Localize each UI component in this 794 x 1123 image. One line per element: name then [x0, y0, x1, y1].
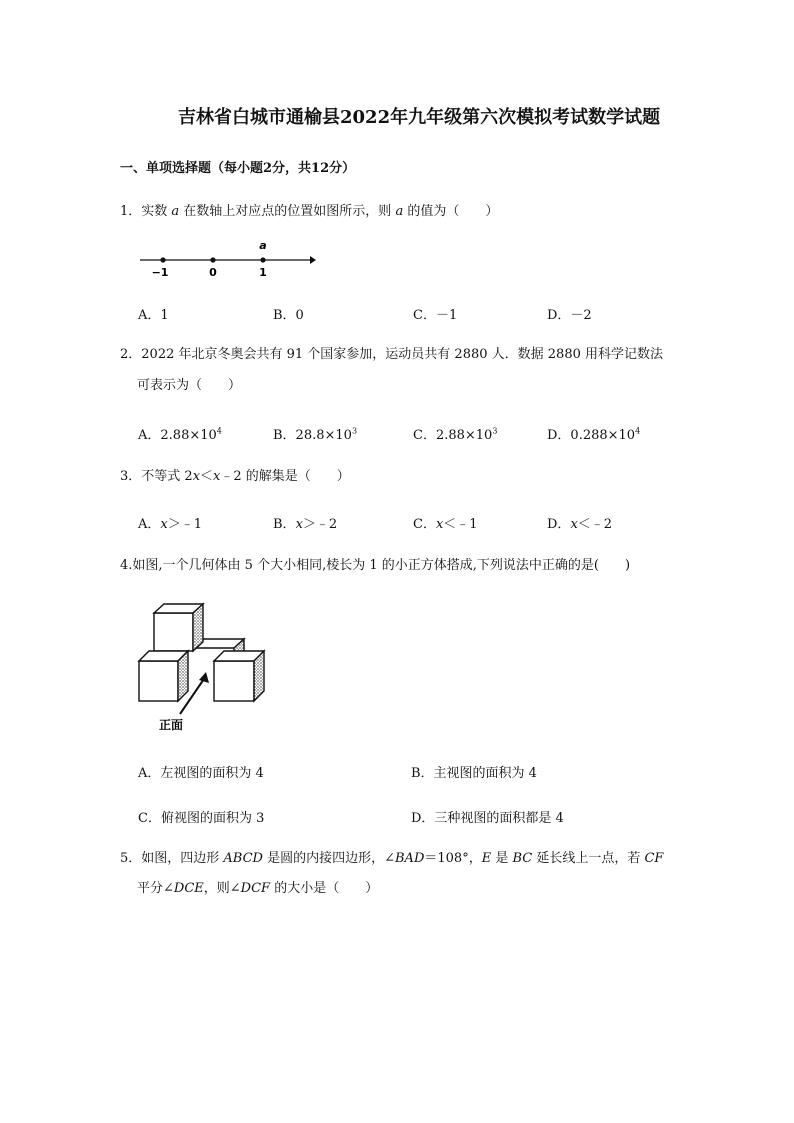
- cube-top: [154, 604, 203, 651]
- q2-option-b-exp: 3: [351, 426, 358, 436]
- q5-cf: CF: [644, 851, 664, 866]
- q1-mid: 在数轴上对应点的位置如图所示，则: [179, 204, 396, 219]
- q3-option-b-rel: ＞﹣2: [302, 517, 338, 532]
- tick-label-minus-1: −1: [151, 266, 169, 279]
- q3-option-a-label: A．: [138, 517, 161, 532]
- question-2-line-1: 2．2022 年北京冬奥会共有 91 个国家参加，运动员共有 2880 人．数据 2880 用科学记数法: [120, 347, 663, 362]
- tick-dot-minus-1: [160, 257, 165, 262]
- q3-option-b: [273, 513, 337, 532]
- q5-bad: BAD: [395, 851, 425, 866]
- page-title: 吉林省白城市通榆县2022年九年级第六次模拟考试数学试题: [178, 107, 661, 128]
- q1-option-c: C．－1: [413, 308, 458, 323]
- q2-option-d-base: D．0.288×10: [547, 428, 636, 443]
- front-arrow-head: [199, 672, 209, 683]
- q1-option-b: B．0: [273, 308, 304, 323]
- q3-option-c-label: C．: [413, 517, 436, 532]
- question-2-line-2: 可表示为（ ）: [137, 378, 242, 393]
- q3-prefix: 3．不等式 2: [120, 469, 193, 484]
- tick-label-0: 0: [209, 266, 217, 279]
- q3-option-d-var: x: [570, 517, 578, 532]
- cube-front-left: [139, 651, 188, 701]
- q5-l2-c: 的大小是（ ）: [270, 881, 379, 896]
- q5-bc: BC: [512, 851, 533, 866]
- section-heading: 一、单项选择题（每小题2分，共12分）: [120, 161, 356, 176]
- q3-x1: x: [192, 469, 201, 484]
- q3-option-d: [547, 513, 612, 532]
- q1-var2: a: [395, 204, 404, 219]
- q4-option-b: B．主视图的面积为 4: [411, 766, 537, 781]
- q2-option-b: [273, 424, 357, 443]
- q2-option-d-exp: 4: [635, 426, 641, 436]
- q3-option-d-label: D．: [547, 517, 571, 532]
- question-5-line-1: [120, 849, 663, 869]
- q5-l1-d: 是: [491, 851, 513, 866]
- q5-dcf: DCF: [240, 881, 271, 896]
- q5-l1-b: 是圆的内接四边形，∠: [262, 851, 395, 866]
- q5-l1-c: ＝108°，: [424, 851, 482, 866]
- q2-option-c-base: C．2.88×10: [413, 428, 493, 443]
- q3-option-b-label: B．: [273, 517, 296, 532]
- question-1-text: [120, 202, 498, 222]
- q3-option-c: [413, 513, 478, 532]
- q3-x2: x: [213, 469, 221, 484]
- q3-option-a-rel: ＞﹣1: [167, 517, 203, 532]
- q1-var: a: [171, 204, 180, 219]
- tick-label-1: 1: [259, 266, 267, 279]
- q4-option-c: C．俯视图的面积为 3: [138, 811, 265, 826]
- number-line-figure: [130, 236, 330, 284]
- q3-option-c-var: x: [435, 517, 444, 532]
- number-line-arrow: [310, 256, 316, 264]
- q2-option-a-exp: 4: [216, 426, 222, 436]
- point-a-label: a: [259, 239, 267, 252]
- question-3-text: [120, 467, 350, 487]
- q2-option-d: [547, 424, 640, 443]
- q5-l1-a: 5．如图，四边形: [120, 851, 224, 866]
- front-label: 正面: [158, 718, 184, 732]
- tick-dot-1: [260, 257, 265, 262]
- q1-prefix: 1．实数: [120, 204, 172, 219]
- q3-option-a: [138, 513, 202, 532]
- q2-option-a-base: A．2.88×10: [138, 428, 217, 443]
- tick-dot-0: [210, 257, 215, 262]
- q2-option-b-base: B．28.8×10: [273, 428, 352, 443]
- cube-front-right: [214, 651, 264, 701]
- q5-l1-f: 延长线上一点，若: [532, 851, 645, 866]
- q5-e: E: [481, 851, 492, 866]
- question-4-text: 4.如图,一个几何体由 5 个大小相同,棱长为 1 的小正方体搭成,下列说法中正确的是( ): [120, 558, 631, 573]
- q3-option-d-rel: ＜﹣2: [577, 517, 613, 532]
- q4-option-d: D．三种视图的面积都是 4: [411, 811, 564, 826]
- q2-option-c-exp: 3: [492, 426, 498, 436]
- cube-figure: [128, 596, 278, 736]
- q3-option-a-var: x: [160, 517, 168, 532]
- q3-option-c-rel: ＜﹣1: [443, 517, 478, 532]
- q3-suffix: ﹣2 的解集是（ ）: [220, 469, 350, 484]
- q2-option-c: [413, 424, 497, 443]
- q3-lt: ＜: [200, 469, 214, 484]
- q5-l2-b: ，则∠: [203, 881, 241, 896]
- q5-abcd: ABCD: [223, 851, 263, 866]
- q5-dce: DCE: [173, 881, 204, 896]
- q4-option-a: A．左视图的面积为 4: [138, 766, 264, 781]
- q1-option-d: D．－2: [547, 308, 592, 323]
- q1-suffix: 的值为（ ）: [403, 204, 499, 219]
- q1-option-a: A．1: [138, 308, 169, 323]
- q5-l2-a: 平分∠: [137, 881, 174, 896]
- question-5-line-2: [137, 879, 378, 899]
- q2-option-a: [138, 424, 222, 443]
- q3-option-b-var: x: [295, 517, 303, 532]
